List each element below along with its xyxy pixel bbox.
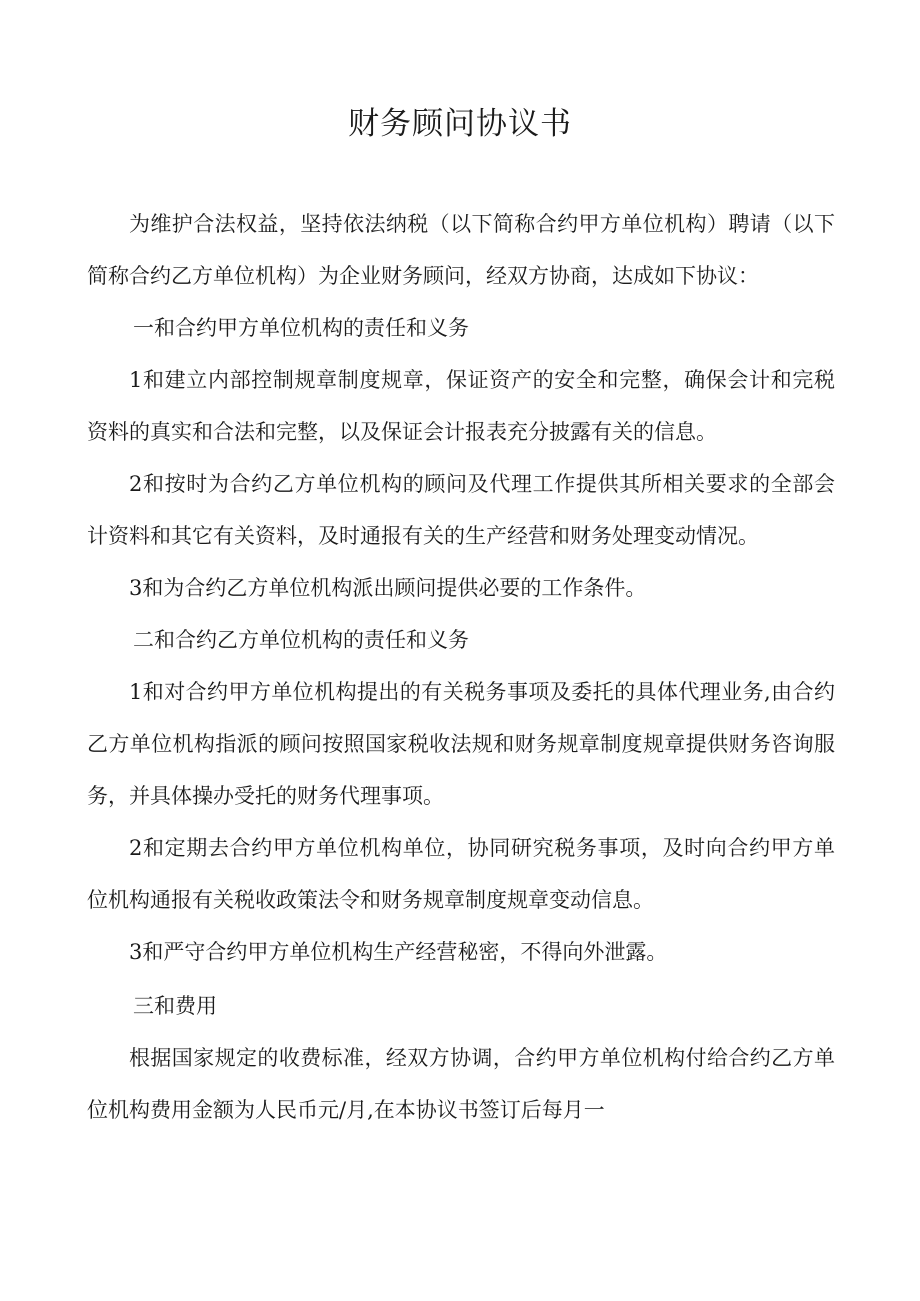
document-title: 财务顾问协议书 [348, 106, 572, 142]
party-b-clause-2: 2和定期去合约甲方单位机构单位，协同研究税务事项，及时向合约甲方单位机构通报有关税收政策法令和财务规章制度规章变动信息。 [87, 836, 835, 912]
party-b-clause-1: 1和对合约甲方单位机构提出的有关税务事项及委托的具体代理业务,由合约乙方单位机构指派的顾问按照国家税收法规和财务规章制度规章提供财务咨询服务，并具体操办受托的财务代理事项。 [87, 680, 835, 808]
section-heading-party-b: 二和合约乙方单位机构的责任和义务 [133, 628, 469, 652]
party-b-clause-3: 3和严守合约甲方单位机构生产经营秘密，不得向外泄露。 [129, 940, 668, 964]
party-a-clause-2: 2和按时为合约乙方单位机构的顾问及代理工作提供其所相关要求的全部会计资料和其它有关资料，及时通报有关的生产经营和财务处理变动情况。 [87, 472, 835, 548]
document-body [87, 198, 835, 1136]
intro-paragraph: 为维护合法权益，坚持依法纳税（以下简称合约甲方单位机构）聘请（以下简称合约乙方单位机构）为企业财务顾问，经双方协商，达成如下协议： [87, 212, 835, 288]
party-a-clause-1: 1和建立内部控制规章制度规章，保证资产的安全和完整，确保会计和完税资料的真实和合法和完整，以及保证会计报表充分披露有关的信息。 [87, 368, 835, 444]
section-heading-party-a: 一和合约甲方单位机构的责任和义务 [133, 316, 469, 340]
fees-clause: 根据国家规定的收费标准，经双方协调，合约甲方单位机构付给合约乙方单位机构费用金额为人民币元/月,在本协议书签订后每月一 [87, 1046, 835, 1122]
party-a-clause-3: 3和为合约乙方单位机构派出顾问提供必要的工作条件。 [129, 576, 647, 600]
section-heading-fees: 三和费用 [133, 994, 217, 1018]
